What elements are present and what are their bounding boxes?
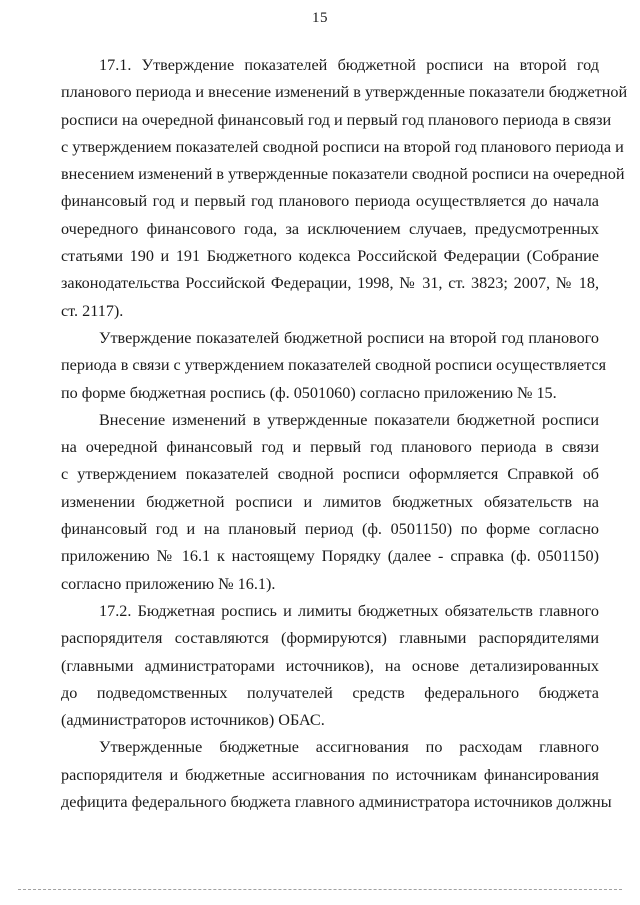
text-line: внесением изменений в утвержденные показатели сводной росписи на очередной <box>61 165 625 184</box>
text-line: статьями 190 и 191 Бюджетного кодекса Российской Федерации (Собрание <box>61 247 599 266</box>
text-line: Внесение изменений в утвержденные показатели бюджетной росписи <box>99 410 599 429</box>
text-line: с утверждением показателей сводной росписи оформляется Справкой об <box>61 465 599 484</box>
text-line: распорядителя и бюджетные ассигнования по источникам финансирования <box>61 765 599 784</box>
text-line: росписи на очередной финансовый год и первый год планового периода в связи <box>61 110 612 129</box>
text-line: 17.2. Бюджетная роспись и лимиты бюджетных обязательств главного <box>99 601 599 620</box>
text-line: 17.1. Утверждение показателей бюджетной росписи на второй год <box>99 56 599 74</box>
document-body <box>61 52 628 816</box>
paragraph-17-2 <box>61 598 599 734</box>
page-bottom-rule <box>18 889 622 890</box>
paragraph-approved-allocations <box>61 734 612 816</box>
text-line: до подведомственных получателей средств федерального бюджета <box>61 683 599 702</box>
text-line: ст. 2117). <box>61 301 124 320</box>
paragraph-17-1 <box>61 52 628 325</box>
text-line: дефицита федерального бюджета главного администратора источников должны <box>61 793 612 812</box>
text-line: с утверждением показателей сводной росписи на второй год планового периода и <box>61 137 624 156</box>
text-line: Утверждение показателей бюджетной росписи на второй год планового <box>99 328 599 347</box>
text-line: приложению № 16.1 к настоящему Порядку (далее - справка (ф. 0501150) <box>61 547 599 566</box>
text-line: очередного финансового года, за исключением случаев, предусмотренных <box>61 219 599 238</box>
text-line: по форме бюджетная роспись (ф. 0501060) согласно приложению № 15. <box>61 383 557 402</box>
text-line: согласно приложению № 16.1). <box>61 574 276 593</box>
text-line: планового периода и внесение изменений в утвержденные показатели бюджетной <box>61 83 628 102</box>
page-number: 15 <box>312 10 328 26</box>
text-line: законодательства Российской Федерации, 1998, № 31, ст. 3823; 2007, № 18, <box>61 274 599 293</box>
text-line: изменении бюджетной росписи и лимитов бюджетных обязательств на <box>61 492 599 511</box>
text-line: (администраторов источников) ОБАС. <box>61 711 325 730</box>
text-line: распорядителя составляются (формируются) главными распорядителями <box>61 629 599 648</box>
paragraph-approval-form <box>61 325 607 407</box>
text-line: Утвержденные бюджетные ассигнования по расходам главного <box>99 738 599 757</box>
text-line: финансовый год и первый год планового периода осуществляется до начала <box>61 192 599 211</box>
text-line: (главными администраторами источников), на основе детализированных <box>61 656 599 675</box>
text-line: на очередной финансовый год и первый год планового периода в связи <box>61 438 599 457</box>
text-line: финансовый год и на плановый период (ф. 0501150) по форме согласно <box>61 520 599 539</box>
text-line: периода в связи с утверждением показателей сводной росписи осуществляется <box>61 356 607 375</box>
paragraph-changes-certificate <box>61 407 599 598</box>
